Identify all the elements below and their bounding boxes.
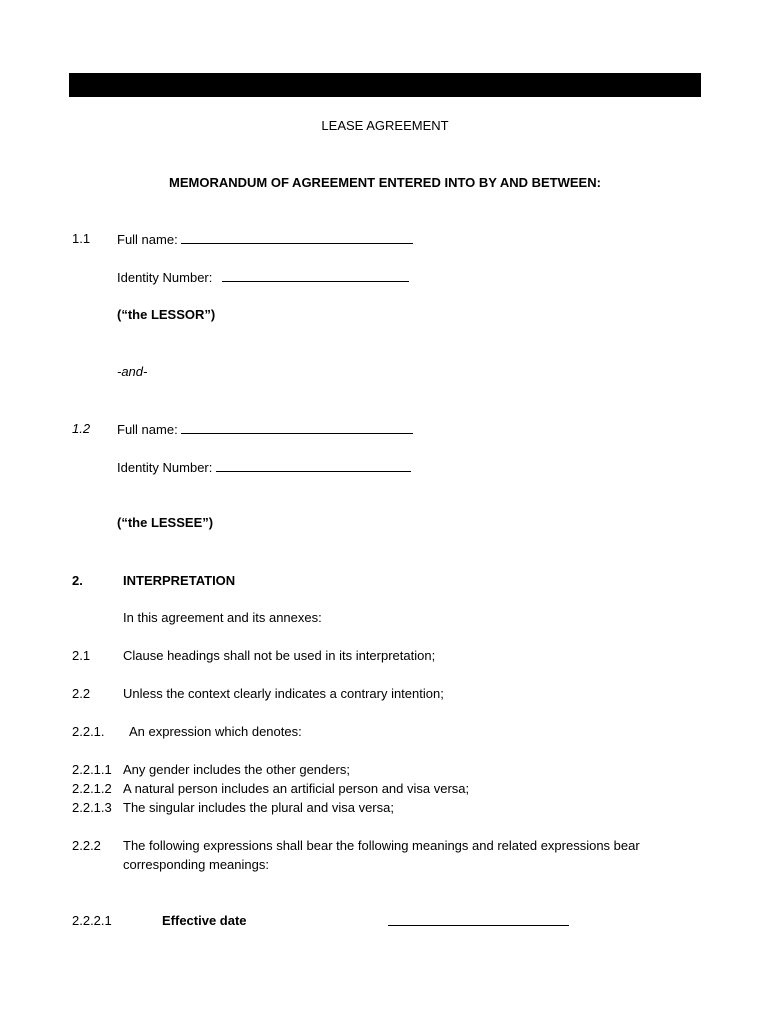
clause-text: Unless the context clearly indicates a contrary intention; bbox=[123, 686, 444, 701]
lessee-role: (“the LESSEE”) bbox=[117, 515, 214, 530]
clause-number: 2.2.1.2 bbox=[72, 781, 112, 796]
clause-text: A natural person includes an artificial person and visa versa; bbox=[123, 781, 470, 796]
clause-text-continued: corresponding meanings: bbox=[123, 857, 269, 872]
memorandum-heading: MEMORANDUM OF AGREEMENT ENTERED INTO BY AND BETWEEN: bbox=[169, 175, 601, 190]
document-title: LEASE AGREEMENT bbox=[321, 118, 449, 133]
clause-text: Clause headings shall not be used in its interpretation; bbox=[123, 648, 436, 663]
lessee-identity-field[interactable] bbox=[216, 459, 411, 472]
clause-number: 2.1 bbox=[72, 648, 91, 663]
and-separator: -and- bbox=[117, 364, 148, 379]
clause-number: 2.2.1.3 bbox=[72, 800, 112, 815]
effective-date-row bbox=[388, 913, 569, 929]
lessee-number: 1.2 bbox=[72, 421, 91, 436]
clause-number: 2.2.2 bbox=[72, 838, 101, 853]
effective-date-label: Effective date bbox=[162, 913, 247, 928]
lessor-full-name-field[interactable] bbox=[181, 231, 413, 244]
lessor-identity-field[interactable] bbox=[222, 269, 409, 282]
lessor-role: (“the LESSOR”) bbox=[117, 307, 216, 322]
clause-number: 2.2.1.1 bbox=[72, 762, 112, 777]
interpretation-intro: In this agreement and its annexes: bbox=[123, 610, 322, 625]
lessor-identity-row bbox=[117, 269, 409, 285]
lessor-full-name-label: Full name: bbox=[117, 232, 178, 247]
lessee-full-name-row bbox=[117, 421, 413, 437]
lessee-identity-label: Identity Number: bbox=[117, 460, 213, 475]
clause-number: 2.2 bbox=[72, 686, 91, 701]
clause-text: An expression which denotes: bbox=[129, 724, 302, 739]
clause-text: Any gender includes the other genders; bbox=[123, 762, 350, 777]
lessee-full-name-label: Full name: bbox=[117, 422, 178, 437]
header-bar bbox=[69, 73, 701, 97]
clause-number: 2.2.1. bbox=[72, 724, 105, 739]
clause-text: The singular includes the plural and visa versa; bbox=[123, 800, 394, 815]
clause-number: 2.2.2.1 bbox=[72, 913, 112, 928]
lessee-full-name-field[interactable] bbox=[181, 421, 413, 434]
lessor-full-name-row bbox=[117, 231, 413, 247]
effective-date-field[interactable] bbox=[388, 913, 569, 926]
lessor-number: 1.1 bbox=[72, 231, 91, 246]
interpretation-number: 2. bbox=[72, 573, 83, 588]
clause-text: The following expressions shall bear the following meanings and related expressions bear bbox=[123, 838, 640, 853]
lessee-identity-row bbox=[117, 459, 411, 475]
interpretation-heading: INTERPRETATION bbox=[123, 573, 236, 588]
lessor-identity-label: Identity Number: bbox=[117, 270, 213, 285]
